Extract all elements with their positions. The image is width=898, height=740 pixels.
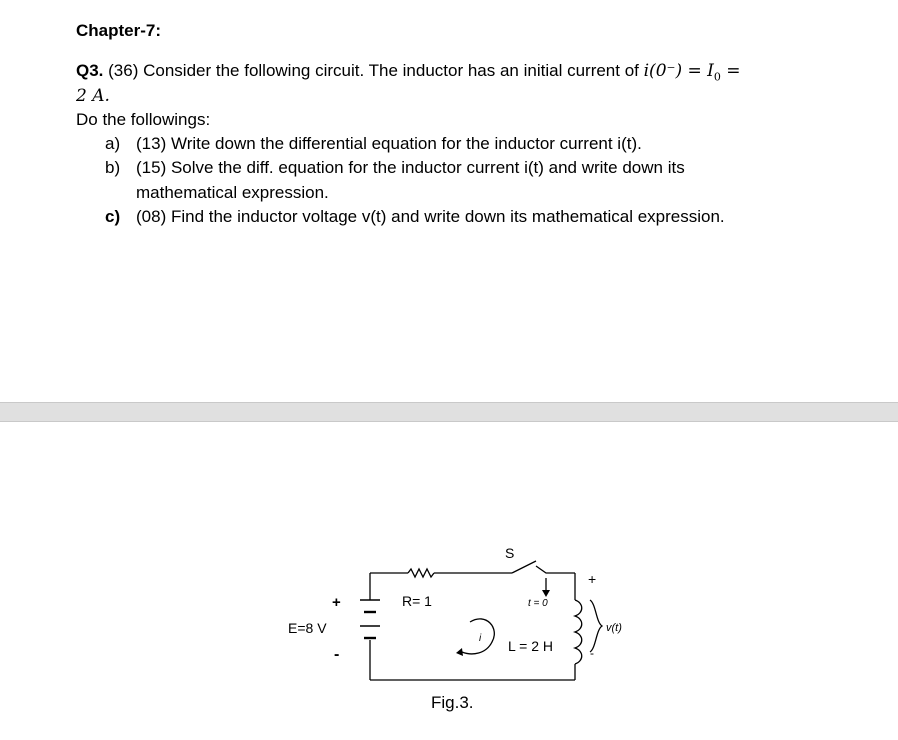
voltage-minus: - xyxy=(590,646,594,660)
voltage-plus: + xyxy=(588,571,597,587)
source-minus: - xyxy=(334,646,340,663)
source-plus: + xyxy=(332,594,341,611)
switch-arrow-head xyxy=(542,590,550,597)
part-b-continuation: mathematical expression. xyxy=(136,183,329,202)
switch-time-label: t = 0 xyxy=(528,598,548,609)
figure-caption: Fig.3. xyxy=(431,693,474,712)
voltage-brace xyxy=(590,600,602,652)
initial-condition: $i(0^-) = I_0$ = xyxy=(643,61,741,84)
source-label: E=8 V xyxy=(288,620,327,636)
chapter-title: Chapter-7: xyxy=(76,21,162,40)
question-points: (36) xyxy=(108,61,139,80)
question-text: Consider the following circuit. The inductor has an initial current of xyxy=(143,61,639,80)
switch-label: S xyxy=(505,545,515,561)
inductor-label: L = 2 H xyxy=(508,638,554,654)
part-a-text: (13) Write down the differential equation for the inductor current i(t). xyxy=(136,134,642,153)
voltage-label: v(t) xyxy=(606,622,622,634)
resistor-label: R= 1 xyxy=(402,593,432,609)
part-c-text: (08) Find the inductor voltage v(t) and write down its mathematical expression. xyxy=(136,207,725,226)
initial-condition-value: 2 A. xyxy=(76,86,110,106)
part-c-marker: c) xyxy=(105,207,121,226)
resistor-symbol xyxy=(408,569,434,577)
switch-blade xyxy=(512,561,536,573)
question-label: Q3. xyxy=(76,61,104,80)
loop-current-label: i xyxy=(479,633,482,644)
part-b-text: (15) Solve the diff. equation for the inductor current i(t) and write down its xyxy=(136,158,685,177)
instruction: Do the followings: xyxy=(76,110,211,129)
inductor-symbol xyxy=(575,600,582,664)
switch-contact xyxy=(536,566,575,573)
current-arrow-head xyxy=(456,648,463,656)
part-b-marker: b) xyxy=(105,158,121,177)
part-a-marker: a) xyxy=(105,134,121,153)
